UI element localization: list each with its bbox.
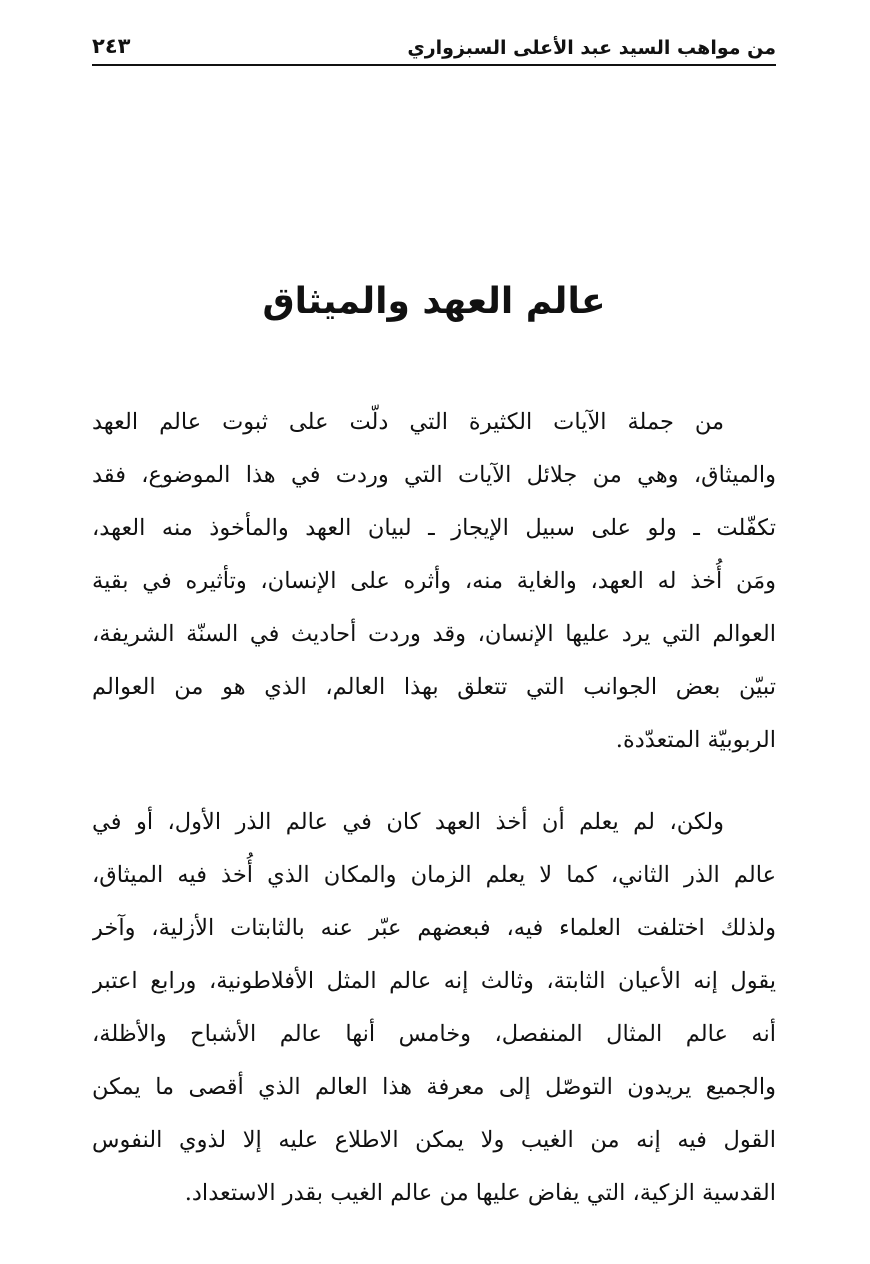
paragraph-line: ومَن أُخذ له العهد، والغاية منه، وأثره على الإنسان، وتأثيره في بقية <box>92 568 776 594</box>
paragraph-line: أنه عالم المثال المنفصل، وخامس أنها عالم الأشباح والأظلة، <box>92 1021 776 1047</box>
paragraph-line: القدسية الزكية، التي يفاض عليها من عالم الغيب بقدر الاستعداد. <box>184 1180 776 1206</box>
paragraph-line: القول فيه إنه من الغيب ولا يمكن الاطلاع عليه إلا لذوي النفوس <box>92 1127 776 1153</box>
paragraph-line: ولذلك اختلفت العلماء فيه، فبعضهم عبّر عنه بالثابتات الأزلية، وآخر <box>92 915 776 941</box>
paragraph-line: الربوبيّة المتعدّدة. <box>615 727 776 753</box>
running-title: من مواهب السيد عبد الأعلى السبزواري <box>407 37 776 59</box>
paragraph-line: عالم الذر الثاني، كما لا يعلم الزمان والمكان الذي أُخذ فيه الميثاق، <box>92 862 776 888</box>
paragraph-line: يقول إنه الأعيان الثابتة، وثالث إنه عالم المثل الأفلاطونية، ورابع اعتبر <box>92 968 776 994</box>
page-number: ٢٤٣ <box>92 34 131 58</box>
paragraph-2 <box>92 796 776 1220</box>
paragraph-line: من جملة الآيات الكثيرة التي دلّت على ثبوت عالم العهد <box>92 409 724 435</box>
paragraph-line: تكفّلت ـ ولو على سبيل الإيجاز ـ لبيان العهد والمأخوذ منه العهد، <box>92 515 776 541</box>
paragraph-line: العوالم التي يرد عليها الإنسان، وقد وردت أحاديث في السنّة الشريفة، <box>92 621 776 647</box>
running-header <box>92 28 776 68</box>
header-rule <box>92 64 776 66</box>
paragraph-line: ولكن، لم يعلم أن أخذ العهد كان في عالم الذر الأول، أو في <box>92 809 724 835</box>
chapter-title: عالم العهد والميثاق <box>262 281 606 322</box>
paragraph-line: والجميع يريدون التوصّل إلى معرفة هذا العالم الذي أقصى ما يمكن <box>92 1074 776 1100</box>
paragraph-line: تبيّن بعض الجوانب التي تتعلق بهذا العالم، الذي هو من العوالم <box>92 674 776 700</box>
paragraph-1 <box>92 396 776 767</box>
paragraph-line: والميثاق، وهي من جلائل الآيات التي وردت في هذا الموضوع، فقد <box>92 462 776 488</box>
